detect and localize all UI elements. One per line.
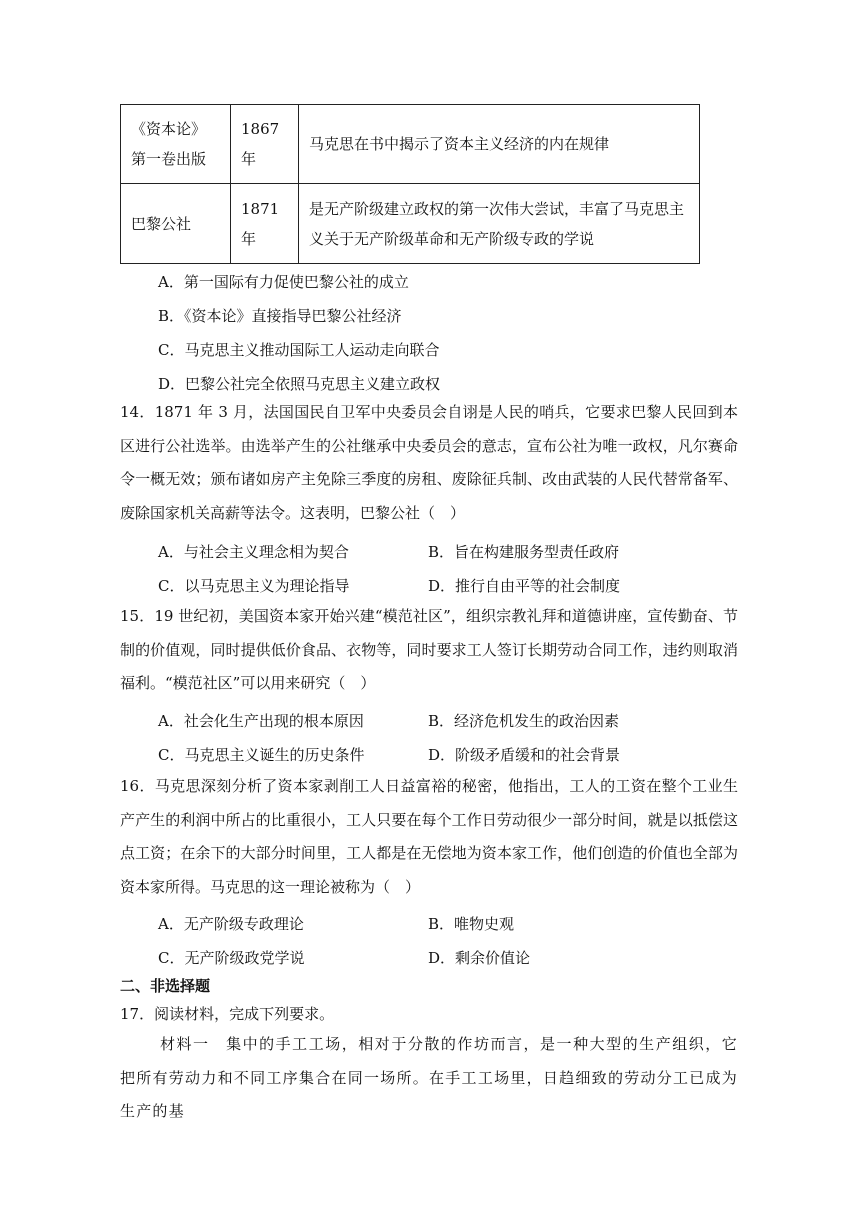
q15-option-d[interactable]: D．阶级矛盾缓和的社会背景 [428, 746, 621, 764]
q16-option-b[interactable]: B．唯物史观 [428, 915, 515, 933]
description-cell: 马克思在书中揭示了资本主义经济的内在规律 [299, 105, 700, 184]
q16-option-d[interactable]: D．剩余价值论 [428, 949, 531, 967]
q15-stem: 15．19 世纪初，美国资本家开始兴建“模范社区”，组织宗教礼拜和道德讲座，宣传勤奋、节制的价值观，同时提供低价食品、衣物等，同时要求工人签订长期劳动合同工作，违约则取消福利。“模范社区”可以用来研究（ ） [120, 607, 738, 692]
q14-stem: 14．1871 年 3 月，法国国民自卫军中央委员会自诩是人民的哨兵，它要求巴黎人民回到本区进行公社选举。由选举产生的公社继承中央委员会的意志，宣布公社为唯一政权，凡尔赛命令一概无效；颁布诸如房产主免除三季度的房租、废除征兵制、改由武装的人民代替常备军、废除国家机关高薪等法令。这表明，巴黎公社（ ） [120, 403, 738, 522]
event-cell: 《资本论》第一卷出版 [121, 105, 231, 184]
section-heading: 二、非选择题 [120, 977, 211, 995]
history-events-table [120, 104, 700, 264]
q14-option-b[interactable]: B．旨在构建服务型责任政府 [428, 543, 620, 561]
year-cell: 1867 年 [231, 105, 299, 184]
table-row [121, 105, 700, 184]
q15-option-a[interactable]: A．社会化生产出现的根本原因 [158, 712, 364, 730]
q13-option-b[interactable]: B．《资本论》直接指导巴黎公社经济 [158, 307, 402, 325]
q16-option-a[interactable]: A．无产阶级专政理论 [158, 915, 304, 933]
year-cell: 1871 年 [231, 184, 299, 264]
q13-option-c[interactable]: C．马克思主义推动国际工人运动走向联合 [158, 341, 440, 359]
q13-option-a[interactable]: A．第一国际有力促使巴黎公社的成立 [158, 273, 409, 291]
q17-material: 材料一 集中的手工工场，相对于分散的作坊而言，是一种大型的生产组织，它把所有劳动力和不同工序集合在同一场所。在手工工场里，日趋细致的劳动分工已成为生产的基 [120, 1035, 738, 1120]
q17-stem: 17．阅读材料，完成下列要求。 [120, 1005, 335, 1023]
q16-option-c[interactable]: C．无产阶级政党学说 [158, 949, 305, 967]
q15-option-c[interactable]: C．马克思主义诞生的历史条件 [158, 746, 365, 764]
q14-option-a[interactable]: A．与社会主义理念相为契合 [158, 543, 349, 561]
description-cell: 是无产阶级建立政权的第一次伟大尝试，丰富了马克思主义关于无产阶级革命和无产阶级专政的学说 [299, 184, 700, 264]
q15-option-b[interactable]: B．经济危机发生的政治因素 [428, 712, 620, 730]
q14-option-d[interactable]: D．推行自由平等的社会制度 [428, 577, 621, 595]
q13-option-d[interactable]: D．巴黎公社完全依照马克思主义建立政权 [158, 375, 441, 393]
q14-option-c[interactable]: C．以马克思主义为理论指导 [158, 577, 350, 595]
q16-stem: 16．马克思深刻分析了资本家剥削工人日益富裕的秘密，他指出，工人的工资在整个工业生产产生的利润中所占的比重很小，工人只要在每个工作日劳动很少一部分时间，就是以抵偿这点工资；在余下的大部分时间里，工人都是在无偿地为资本家工作，他们创造的价值也全部为资本家所得。马克思的这一理论被称为（ ） [120, 777, 738, 896]
table-row [121, 184, 700, 264]
event-cell: 巴黎公社 [121, 184, 231, 264]
